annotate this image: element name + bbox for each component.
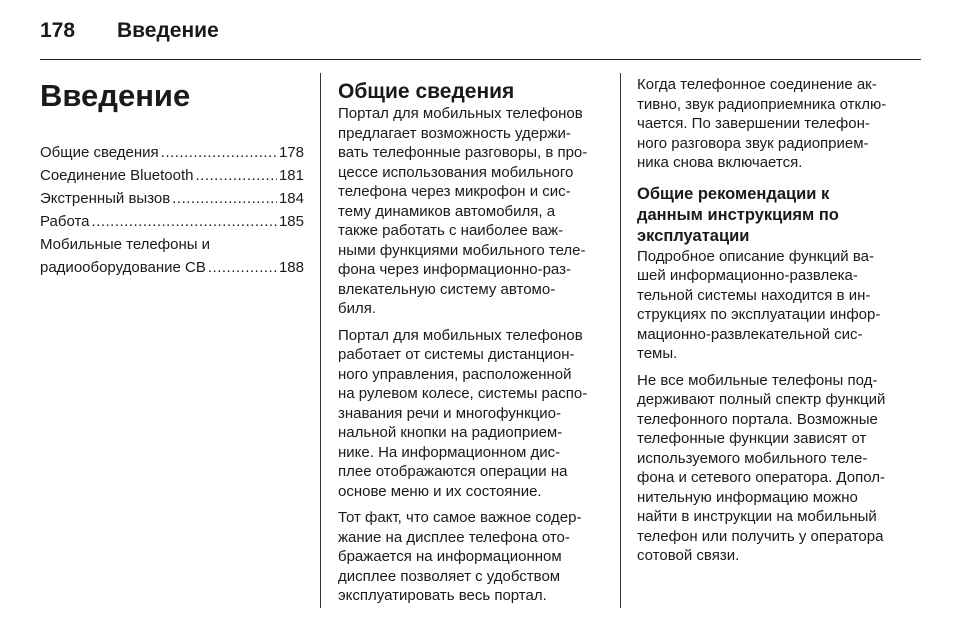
- text-line: шей информационно-развлека-: [637, 267, 858, 284]
- toc-entry-title: Соединение Bluetooth: [40, 167, 194, 184]
- paragraph: [637, 75, 907, 173]
- text-line: нительную информацию можно: [637, 488, 858, 506]
- column-toc: [40, 73, 304, 279]
- toc-entry-title: Работа: [40, 213, 90, 230]
- chapter-title: Введение: [40, 78, 191, 113]
- toc-entry-title-cont: радиооборудование СВ: [40, 259, 206, 276]
- toc-entry-title: Общие сведения: [40, 144, 159, 161]
- running-title: Введение: [117, 19, 219, 42]
- text-line: Портал для мобильных телефонов: [338, 105, 583, 122]
- text-line: вать телефонные разговоры, в про-: [338, 144, 588, 161]
- column-recommendations: [637, 73, 907, 573]
- toc-entry-page: 185: [278, 213, 304, 230]
- text-line: биля.: [338, 300, 377, 317]
- page-header: [40, 16, 920, 58]
- text-line: ными функциями мобильного теле-: [338, 241, 586, 259]
- text-line: найти в инструкции на мобильный: [637, 508, 877, 525]
- section-heading: Общие сведения: [338, 80, 515, 103]
- text-line: цессе использования мобильного: [338, 163, 574, 181]
- toc-entry-title: Мобильные телефоны и: [40, 236, 211, 253]
- toc-entry-title: Экстренный вызов: [40, 190, 171, 207]
- toc-entry-page: 188: [278, 259, 304, 276]
- text-line: бражается на информационном: [338, 548, 562, 565]
- toc-entry[interactable]: [40, 210, 304, 233]
- text-line: тему динамиков автомобиля, а: [338, 202, 556, 220]
- heading-line: Общие рекомендации к: [637, 184, 830, 203]
- column-divider: [620, 73, 621, 608]
- column-divider: [320, 73, 321, 608]
- text-line: Когда телефонное соединение ак-: [637, 76, 877, 93]
- text-line: ного управления, расположенной: [338, 365, 572, 383]
- text-line: держивают полный спектр функций: [637, 391, 886, 408]
- page-number: 178: [40, 19, 76, 42]
- text-line: ного разговора звук радиоприем-: [637, 134, 869, 152]
- text-line: телефонного портала. Возможные: [637, 410, 878, 428]
- text-line: основе меню и их состояние.: [338, 482, 542, 500]
- paragraph: [338, 326, 606, 502]
- text-line: фона и сетевого оператора. Допол-: [637, 469, 885, 486]
- text-line: знавания речи и многофункцио-: [338, 404, 561, 422]
- subsection-heading: [637, 184, 907, 247]
- text-line: эксплуатировать весь портал.: [338, 587, 547, 604]
- paragraph: [338, 104, 606, 319]
- text-line: чается. По завершении телефон-: [637, 115, 870, 132]
- text-line: фона через информационно-раз-: [338, 261, 571, 278]
- text-line: нике. На информационном дис-: [338, 443, 561, 461]
- paragraph: [338, 508, 606, 606]
- text-line: тельной системы находится в ин-: [637, 286, 871, 304]
- text-line: работает от системы дистанцион-: [338, 346, 575, 363]
- toc-entry-page: 181: [278, 167, 304, 184]
- text-line: нальной кнопки на радиоприем-: [338, 424, 563, 441]
- subsection-body: [637, 247, 907, 566]
- text-line: предлагает возможность удержи-: [338, 124, 571, 142]
- toc-entry[interactable]: [40, 187, 304, 210]
- paragraph: [637, 371, 907, 566]
- text-line: Портал для мобильных телефонов: [338, 326, 583, 344]
- toc-entry-page: 178: [278, 144, 304, 161]
- text-line: мационно-развлекательной сис-: [637, 325, 863, 343]
- column-general-info: [338, 73, 606, 613]
- header-rule: [40, 59, 921, 60]
- toc-entry[interactable]: [40, 233, 304, 279]
- heading-line: данным инструкциям по: [637, 205, 839, 224]
- toc-leader-dots: [161, 141, 277, 164]
- text-line: также работать с наиболее важ-: [338, 222, 564, 239]
- text-line: телефона через микрофон и сис-: [338, 183, 571, 200]
- text-line: телефон или получить у оператора: [637, 527, 884, 545]
- text-line: используемого мобильного теле-: [637, 449, 868, 467]
- text-line: влекательную систему автомо-: [338, 280, 556, 298]
- text-line: Не все мобильные телефоны под-: [637, 371, 878, 389]
- text-line: тивно, звук радиоприемника отклю-: [637, 95, 887, 113]
- text-line: плее отображаются операции на: [338, 463, 568, 480]
- toc-leader-dots: [172, 187, 277, 210]
- text-line: Тот факт, что самое важное содер-: [338, 509, 582, 526]
- paragraph: [637, 247, 907, 364]
- toc-leader-dots: [208, 256, 277, 279]
- text-line: струкциях по эксплуатации инфор-: [637, 306, 881, 323]
- toc-entry[interactable]: [40, 141, 304, 164]
- text-line: темы.: [637, 345, 678, 362]
- text-line: жание на дисплее телефона ото-: [338, 528, 570, 546]
- text-line: на рулевом колесе, системы распо-: [338, 385, 588, 402]
- heading-line: эксплуатации: [637, 226, 750, 245]
- section-body: [338, 104, 606, 606]
- toc-entry[interactable]: [40, 164, 304, 187]
- toc-leader-dots: [92, 210, 277, 233]
- text-line: ника снова включается.: [637, 154, 803, 171]
- table-of-contents: [40, 141, 304, 279]
- text-line: телефонные функции зависят от: [637, 430, 867, 447]
- toc-leader-dots: [196, 164, 277, 187]
- toc-entry-page: 184: [278, 190, 304, 207]
- text-line: Подробное описание функций ва-: [637, 247, 874, 265]
- intro-paragraph-wrap: [637, 73, 907, 173]
- text-line: сотовой связи.: [637, 547, 740, 564]
- text-line: дисплее позволяет с удобством: [338, 567, 561, 585]
